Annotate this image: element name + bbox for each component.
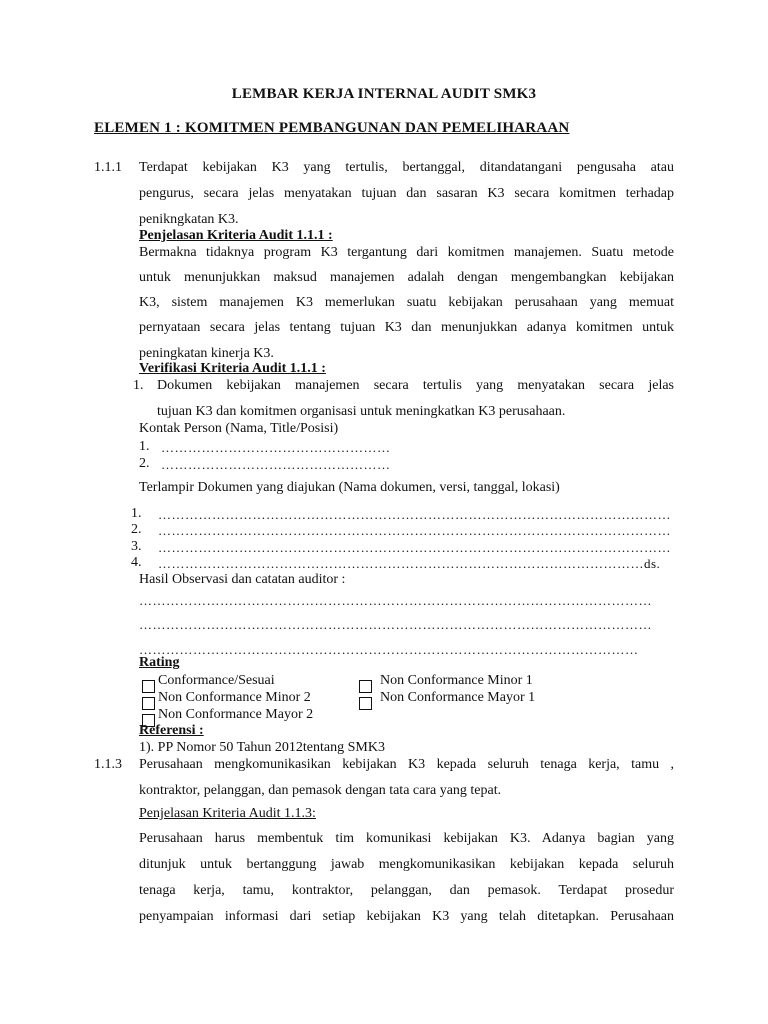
rating-checkbox-minor-1[interactable] bbox=[359, 680, 372, 693]
criterion-text-line: pengurus, secara jelas menyatakan tujuan dan sasaran K3 secara komitmen terhadap bbox=[139, 186, 674, 201]
explanation-line: Bermakna tidaknya program K3 tergantung dari komitmen manajemen. Suatu metode bbox=[139, 245, 674, 260]
observation-fill-line[interactable]: …………………………………………………………………………………………………… bbox=[139, 593, 652, 608]
contact-item-number: 2. bbox=[139, 456, 150, 471]
verification-item-line: tujuan K3 dan komitmen organisasi untuk meningkatkan K3 perusahaan. bbox=[157, 404, 566, 419]
explanation-heading: Penjelasan Kriteria Audit 1.1.1 : bbox=[139, 228, 333, 243]
rating-option-label: Non Conformance Minor 2 bbox=[158, 690, 311, 705]
rating-checkbox-mayor-1[interactable] bbox=[359, 697, 372, 710]
contact-fill-line[interactable]: …………………………………………… bbox=[161, 440, 391, 455]
attached-documents-label: Terlampir Dokumen yang diajukan (Nama dokumen, versi, tanggal, lokasi) bbox=[139, 480, 560, 495]
observation-fill-line[interactable]: ………………………………………………………………………………………………… bbox=[139, 642, 639, 657]
rating-checkbox-conformance[interactable] bbox=[142, 680, 155, 693]
rating-option-label: Non Conformance Mayor 2 bbox=[158, 707, 314, 722]
explanation-line: penyampaian informasi dari setiap kebijakan K3 yang telah ditetapkan. Perusahaan bbox=[139, 909, 674, 924]
contact-item-number: 1. bbox=[139, 439, 150, 454]
verification-heading: Verifikasi Kriteria Audit 1.1.1 : bbox=[139, 361, 326, 376]
criterion-number-1-1-3: 1.1.3 bbox=[94, 757, 122, 772]
verification-item-line: Dokumen kebijakan manajemen secara tertulis yang menyatakan secara jelas bbox=[157, 378, 674, 393]
observation-label: Hasil Observasi dan catatan auditor : bbox=[139, 572, 346, 587]
rating-checkbox-minor-2[interactable] bbox=[142, 697, 155, 710]
contact-fill-line[interactable]: …………………………………………… bbox=[161, 457, 391, 472]
explanation-line: tenaga kerja, tamu, kontraktor, pelanggan, dan pemasok. Terdapat prosedur bbox=[139, 883, 674, 898]
verification-item-number: 1. bbox=[133, 378, 144, 393]
contact-person-label: Kontak Person (Nama, Title/Posisi) bbox=[139, 421, 339, 436]
attachment-item-number: 2. bbox=[131, 522, 142, 537]
element-heading: ELEMEN 1 : KOMITMEN PEMBANGUNAN DAN PEMELIHARAAN bbox=[94, 120, 570, 136]
rating-heading: Rating bbox=[139, 655, 180, 670]
reference-heading: Referensi : bbox=[139, 723, 204, 738]
attachment-fill-line[interactable]: …………………………………………………………………………………………………… bbox=[158, 523, 671, 538]
attachment-fill-line[interactable]: …………………………………………………………………………………………………… bbox=[158, 507, 671, 522]
criterion-text-line: penikngkatan K3. bbox=[139, 212, 239, 227]
attachment-fill-line[interactable]: ………………………………………………………………………………………………ds. bbox=[158, 556, 661, 571]
criterion-number-1-1-1: 1.1.1 bbox=[94, 160, 122, 175]
attachment-item-number: 4. bbox=[131, 555, 142, 570]
explanation-line: K3, sistem manajemen K3 memerlukan suatu kebijakan perusahaan yang memuat bbox=[139, 295, 674, 310]
explanation-line: pernyataan secara jelas tentang tujuan K3 dan menunjukkan adanya komitmen untuk bbox=[139, 320, 674, 335]
reference-item: 1). PP Nomor 50 Tahun 2012tentang SMK3 bbox=[139, 740, 385, 755]
explanation-line: peningkatan kinerja K3. bbox=[139, 346, 274, 361]
criterion-text-line: Terdapat kebijakan K3 yang tertulis, bertanggal, ditandatangani pengusaha atau bbox=[139, 160, 674, 175]
attachment-item-number: 1. bbox=[131, 506, 142, 521]
criterion-text-line: kontraktor, pelanggan, dan pemasok dengan tata cara yang tepat. bbox=[139, 783, 502, 798]
attachment-item-number: 3. bbox=[131, 539, 142, 554]
rating-option-label: Non Conformance Minor 1 bbox=[380, 673, 533, 688]
explanation-line: ditunjuk untuk bertanggung jawab mengkomunikasikan kebijakan kepada seluruh bbox=[139, 857, 674, 872]
criterion-text-line: Perusahaan mengkomunikasikan kebijakan K3 kepada seluruh tenaga kerja, tamu , bbox=[139, 757, 674, 772]
explanation-line: Perusahaan harus membentuk tim komunikasi kebijakan K3. Adanya bagian yang bbox=[139, 831, 674, 846]
explanation-heading: Penjelasan Kriteria Audit 1.1.3: bbox=[139, 806, 316, 821]
document-title: LEMBAR KERJA INTERNAL AUDIT SMK3 bbox=[231, 86, 537, 102]
explanation-line: untuk menunjukkan maksud manajemen adalah dengan mengembangkan kebijakan bbox=[139, 270, 674, 285]
rating-option-label: Non Conformance Mayor 1 bbox=[380, 690, 536, 705]
attachment-fill-line[interactable]: …………………………………………………………………………………………………… bbox=[158, 540, 671, 555]
rating-option-label: Conformance/Sesuai bbox=[158, 673, 275, 688]
observation-fill-line[interactable]: …………………………………………………………………………………………………… bbox=[139, 617, 652, 632]
